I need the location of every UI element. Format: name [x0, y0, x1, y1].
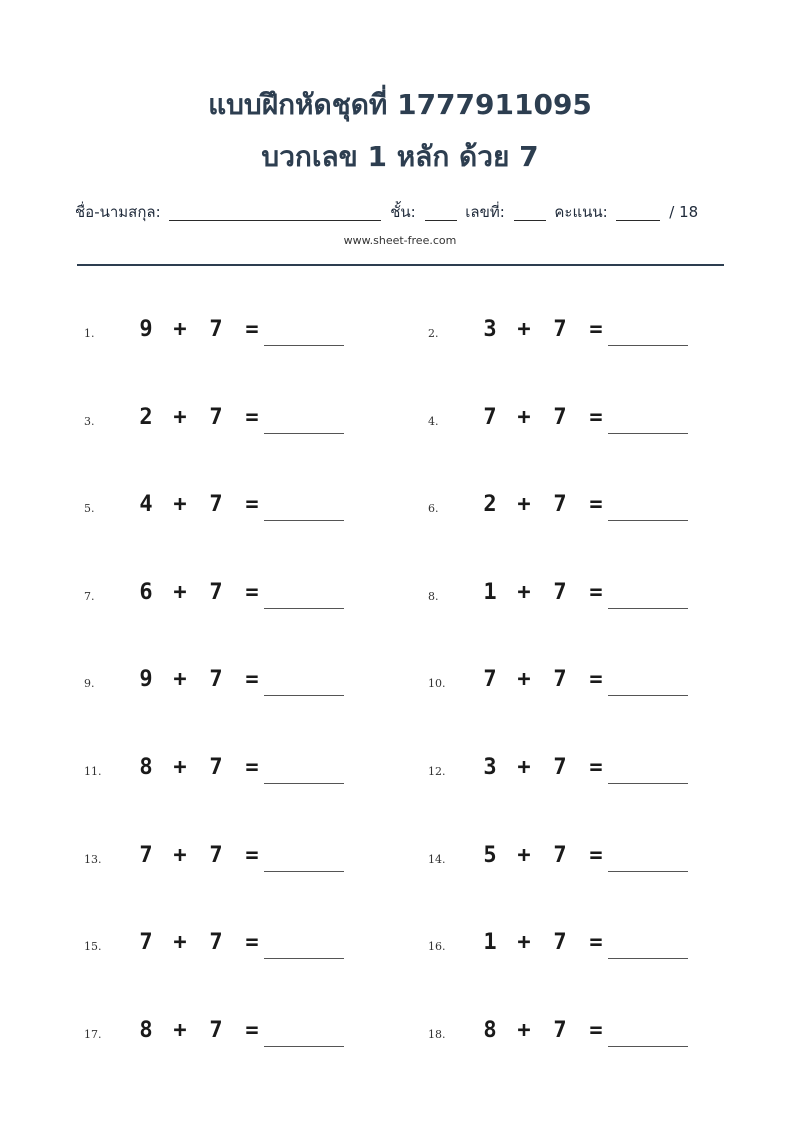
answer-blank[interactable]	[264, 519, 344, 521]
operand-b: 7	[553, 842, 567, 868]
plus-sign: +	[173, 755, 187, 780]
worksheet-title: แบบฝึกหัดชุดที่ 1777911095	[208, 88, 592, 121]
operand-b: 7	[209, 579, 223, 605]
problem-item	[84, 919, 384, 959]
operand-a: 6	[139, 579, 153, 605]
problem-item	[84, 481, 384, 521]
problem-number: 11.	[84, 765, 102, 778]
plus-sign: +	[173, 667, 187, 693]
operand-a: 2	[483, 492, 497, 518]
equals-sign: =	[589, 404, 603, 430]
equals-sign: =	[589, 930, 603, 956]
operand-a: 8	[139, 1017, 153, 1043]
problem-item	[428, 832, 728, 872]
plus-sign: +	[517, 579, 531, 605]
operand-a: 8	[139, 755, 153, 780]
plus-sign: +	[517, 755, 531, 780]
equals-sign: =	[589, 492, 603, 518]
operand-b: 7	[553, 492, 567, 518]
equals-sign: =	[245, 404, 259, 430]
score-total: / 18	[669, 203, 699, 221]
website-url: www.sheet-free.com	[343, 234, 457, 247]
problem-item	[428, 744, 728, 784]
problem-number: 3.	[84, 414, 95, 428]
operand-a: 1	[483, 930, 497, 956]
problem-number: 7.	[84, 589, 95, 603]
class-field[interactable]	[425, 202, 457, 221]
operand-a: 3	[483, 317, 497, 342]
problem-number: 15.	[84, 940, 102, 954]
equals-sign: =	[589, 579, 603, 605]
equals-sign: =	[245, 492, 259, 518]
plus-sign: +	[173, 930, 187, 956]
problem-item	[84, 306, 384, 346]
problem-number: 16.	[428, 940, 446, 954]
problem-item	[84, 394, 384, 434]
plus-sign: +	[173, 492, 187, 518]
plus-sign: +	[517, 930, 531, 956]
problem-item	[84, 832, 384, 872]
equals-sign: =	[245, 930, 259, 956]
problem-number: 17.	[84, 1027, 102, 1041]
problem-item	[428, 656, 728, 696]
operand-a: 7	[483, 404, 497, 430]
problem-item	[428, 306, 728, 346]
plus-sign: +	[173, 404, 187, 430]
equals-sign: =	[245, 317, 259, 342]
answer-blank[interactable]	[608, 694, 688, 696]
operand-b: 7	[553, 579, 567, 605]
equals-sign: =	[245, 755, 259, 780]
equals-sign: =	[589, 667, 603, 693]
plus-sign: +	[173, 317, 187, 342]
plus-sign: +	[173, 1017, 187, 1043]
class-label: ชั้น:	[390, 203, 416, 221]
equals-sign: =	[589, 842, 603, 868]
equals-sign: =	[589, 755, 603, 780]
operand-b: 7	[209, 492, 223, 518]
operand-a: 4	[139, 492, 153, 518]
answer-blank[interactable]	[608, 607, 688, 609]
problem-number: 8.	[428, 589, 439, 603]
equals-sign: =	[589, 317, 603, 342]
equals-sign: =	[245, 667, 259, 693]
problem-number: 14.	[428, 852, 446, 866]
problem-number: 13.	[84, 852, 102, 866]
score-label: คะแนน:	[554, 203, 608, 221]
plus-sign: +	[517, 667, 531, 693]
answer-blank[interactable]	[608, 344, 688, 346]
header-divider	[77, 264, 724, 266]
problem-item	[84, 656, 384, 696]
plus-sign: +	[517, 842, 531, 868]
operand-a: 1	[483, 579, 497, 605]
plus-sign: +	[517, 317, 531, 342]
problem-item	[428, 569, 728, 609]
operand-a: 7	[483, 667, 497, 693]
operand-a: 9	[139, 317, 153, 342]
answer-blank[interactable]	[264, 432, 344, 434]
problem-item	[428, 919, 728, 959]
problem-number: 10.	[428, 677, 446, 691]
operand-b: 7	[553, 667, 567, 693]
problem-number: 5.	[84, 502, 95, 516]
problem-number: 2.	[428, 327, 439, 340]
equals-sign: =	[589, 1017, 603, 1043]
score-field[interactable]	[616, 202, 660, 221]
operand-b: 7	[209, 404, 223, 430]
problem-item	[428, 481, 728, 521]
operand-a: 9	[139, 667, 153, 693]
operand-a: 5	[483, 842, 497, 868]
problem-number: 12.	[428, 765, 446, 778]
problem-number: 9.	[84, 677, 95, 691]
operand-b: 7	[209, 317, 223, 342]
operand-b: 7	[209, 667, 223, 693]
problem-item	[84, 569, 384, 609]
operand-b: 7	[553, 1017, 567, 1043]
answer-blank[interactable]	[264, 344, 344, 346]
student-info-row	[75, 200, 725, 224]
plus-sign: +	[517, 1017, 531, 1043]
operand-b: 7	[553, 404, 567, 430]
operand-a: 2	[139, 404, 153, 430]
plus-sign: +	[517, 404, 531, 430]
operand-b: 7	[553, 317, 567, 342]
operand-a: 7	[139, 930, 153, 956]
problem-number: 18.	[428, 1027, 446, 1041]
problem-item	[84, 744, 384, 784]
answer-blank[interactable]	[608, 957, 688, 959]
operand-b: 7	[209, 930, 223, 956]
operand-a: 8	[483, 1017, 497, 1043]
equals-sign: =	[245, 842, 259, 868]
operand-b: 7	[553, 755, 567, 780]
operand-b: 7	[209, 1017, 223, 1043]
plus-sign: +	[173, 579, 187, 605]
answer-blank[interactable]	[264, 782, 344, 784]
answer-blank[interactable]	[608, 1045, 688, 1047]
problem-item	[84, 1007, 384, 1047]
operand-b: 7	[209, 755, 223, 780]
operand-b: 7	[553, 930, 567, 956]
problem-item	[428, 394, 728, 434]
name-field[interactable]	[169, 202, 381, 221]
name-label: ชื่อ-นามสกุล:	[75, 203, 161, 221]
operand-a: 3	[483, 755, 497, 780]
equals-sign: =	[245, 579, 259, 605]
problem-number: 6.	[428, 502, 439, 516]
answer-blank[interactable]	[608, 870, 688, 872]
answer-blank[interactable]	[608, 782, 688, 784]
problem-item	[428, 1007, 728, 1047]
worksheet-subtitle: บวกเลข 1 หลัก ด้วย 7	[261, 140, 539, 173]
number-label: เลขที่:	[465, 203, 505, 221]
problem-number: 1.	[84, 327, 95, 340]
answer-blank[interactable]	[264, 694, 344, 696]
problem-number: 4.	[428, 414, 439, 428]
number-field[interactable]	[514, 202, 546, 221]
plus-sign: +	[173, 842, 187, 868]
answer-blank[interactable]	[264, 870, 344, 872]
equals-sign: =	[245, 1017, 259, 1043]
answer-blank[interactable]	[264, 1045, 344, 1047]
answer-blank[interactable]	[608, 519, 688, 521]
answer-blank[interactable]	[608, 432, 688, 434]
operand-a: 7	[139, 842, 153, 868]
plus-sign: +	[517, 492, 531, 518]
answer-blank[interactable]	[264, 957, 344, 959]
operand-b: 7	[209, 842, 223, 868]
answer-blank[interactable]	[264, 607, 344, 609]
